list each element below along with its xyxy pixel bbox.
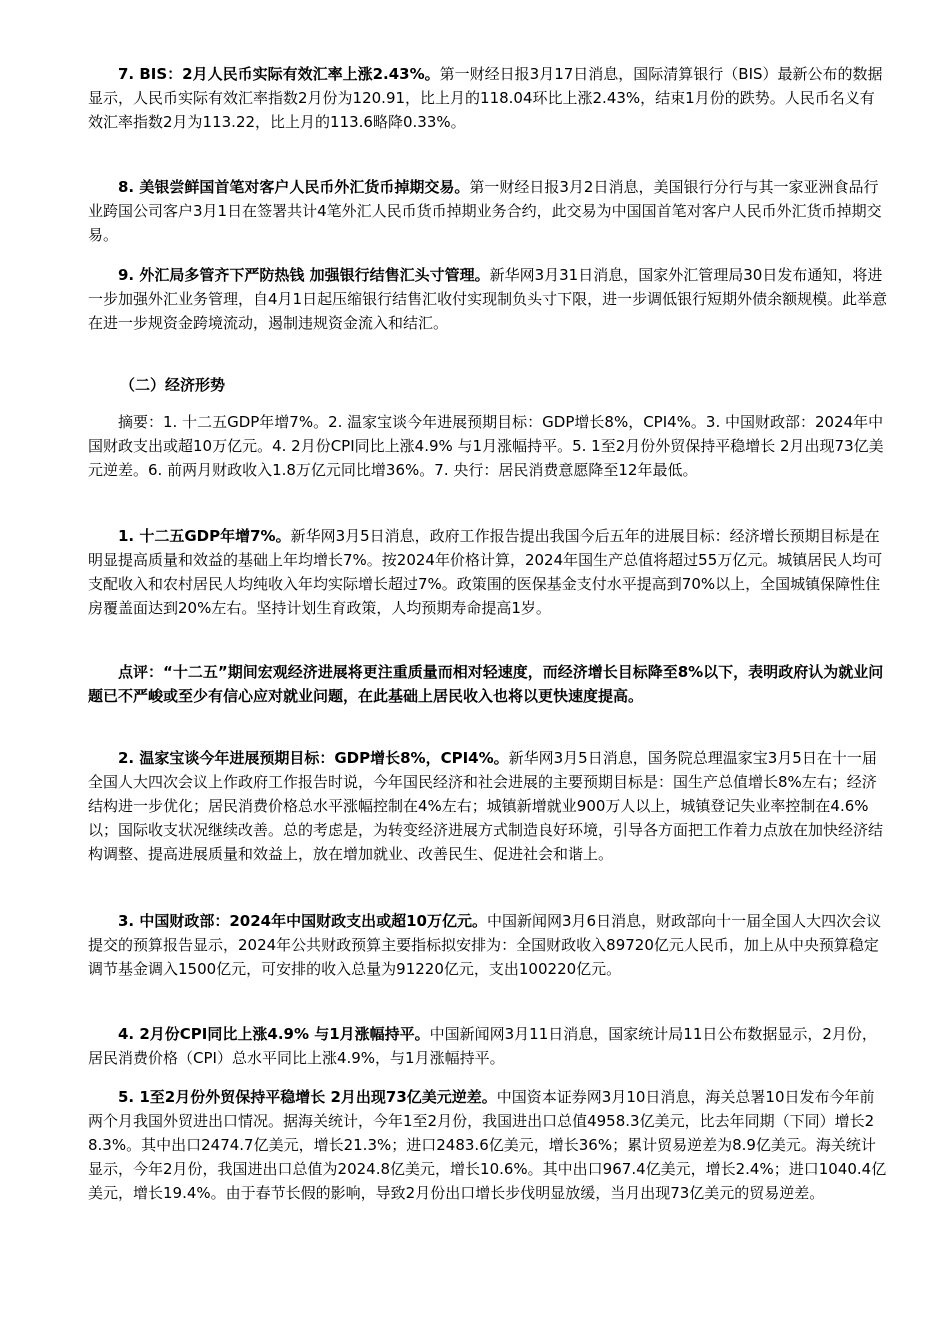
news-item-7-body: 第一财经日报3月17日消息，国际清算银行（BIS）最新公布的数据显示，人民币实际有效汇率指数2月份为120.91，比上月的118.04环比上涨2.43%，结束1月份的跌势。人民币名义有效汇率指数2月为113.22，比上月的113.6略降0.33%。 [88,65,883,131]
section-heading: （二）经济形势 [120,376,226,394]
econ-item-2 [88,746,888,866]
news-item-9-title: 9. 外汇局多管齐下严防热钱 加强银行结售汇头寸管理。 [118,266,490,284]
econ-item-4-title: 4. 2月份CPI同比上涨4.9% 与1月涨幅持平。 [118,1025,430,1043]
econ-item-4-body: 中国新闻网3月11日消息，国家统计局11日公布数据显示，2月份，居民消费价格（CPI）总水平同比上涨4.9%，与1月涨幅持平。 [88,1025,877,1067]
news-item-8-title: 8. 美银尝鲜国首笔对客户人民币外汇货币掉期交易。 [118,178,470,196]
econ-item-2-title: 2. 温家宝谈今年进展预期目标：GDP增长8%，CPI4%。 [118,749,509,767]
news-item-7 [88,62,888,134]
econ-item-5 [88,1085,888,1205]
econ-item-3-body: 中国新闻网3月6日消息，财政部向十一届全国人大四次会议提交的预算报告显示，2024年公共财政预算主要指标拟安排为：全国财政收入89720亿元人民币，加上从中央预算稳定调节基金调入1500亿元，可安排的收入总量为91220亿元，支出100220亿元。 [88,912,882,978]
commentary-paragraph: 点评：“十二五”期间宏观经济进展将更注重质量而相对轻速度，而经济增长目标降至8%以下，表明政府认为就业问题已不严峻或至少有信心应对就业问题，在此基础上居民收入也将以更快速度提高。 [88,663,884,705]
news-item-8 [88,175,888,247]
econ-item-1-title: 1. 十二五GDP年增7%。 [118,527,291,545]
econ-item-1 [88,524,888,620]
news-item-8-body: 第一财经日报3月2日消息，美国银行分行与其一家亚洲食品行业跨国公司客户3月1日在签署共计4笔外汇人民币货币掉期业务合约，此交易为中国国首笔对客户人民币外汇货币掉期交易。 [88,178,882,244]
news-item-7-title: 7. BIS：2月人民币实际有效汇率上涨2.43%。 [118,65,440,83]
econ-item-2-body: 新华网3月5日消息，国务院总理温家宝3月5日在十一届全国人大四次会议上作政府工作报告时说，今年国民经济和社会进展的主要预期目标是：国生产总值增长8%左右；经济结构进一步优化；居民消费价格总水平涨幅控制在4%左右；城镇新增就业900万人以上，城镇登记失业率控制在4.6%以；国际收支状况继续改善。总的考虑是，为转变经济进展方式制造良好环境，引导各方面把工作着力点放在加快经济结构调整、提高进展质量和效益上，放在增加就业、改善民生、促进社会和谐上。 [88,749,884,863]
news-item-9 [88,263,888,335]
econ-item-1-body: 新华网3月5日消息，政府工作报告提出我国今后五年的进展目标：经济增长预期目标是在明显提高质量和效益的基础上年均增长7%。按2024年价格计算，2024年国生产总值将超过55万亿元。城镇居民人均可支配收入和农村居民人均纯收入年均实际增长超过7%。政策围的医保基金支付水平提高到70%以上，全国城镇保障性住房覆盖面达到20%左右。坚持计划生育政策，人均预期寿命提高1岁。 [88,527,883,617]
econ-item-5-title: 5. 1至2月份外贸保持平稳增长 2月出现73亿美元逆差。 [118,1088,497,1106]
news-item-9-body: 新华网3月31日消息，国家外汇管理局30日发布通知，将进一步加强外汇业务管理，自4月1日起压缩银行结售汇收付实现制负头寸下限，进一步调低银行短期外债余额规模。此举意在进一步规资金跨境流动，遏制违规资金流入和结汇。 [88,266,888,332]
econ-item-5-body: 中国资本证券网3月10日消息，海关总署10日发布今年前两个月我国外贸进出口情况。据海关统计，今年1至2月份，我国进出口总值4958.3亿美元，比去年同期（下同）增长28.3%。其中出口2474.7亿美元，增长21.3%；进口2483.6亿美元，增长36%；累计贸易逆差为8.9亿美元。海关统计显示，今年2月份，我国进出口总值为2024.8亿美元，增长10.6%。其中出口967.4亿美元，增长2.4%；进口1040.4亿美元，增长19.4%。由于春节长假的影响，导致2月份出口增长步伐明显放缓，当月出现73亿美元的贸易逆差。 [88,1088,887,1202]
econ-item-3-title: 3. 中国财政部：2024年中国财政支出或超10万亿元。 [118,912,487,930]
econ-item-4 [88,1022,888,1070]
summary-paragraph: 摘要：1. 十二五GDP年增7%。2. 温家宝谈今年进展预期目标：GDP增长8%，CPI4%。3. 中国财政部：2024年中国财政支出或超10万亿元。4. 2月份CPI同比上涨4.9% 与1月涨幅持平。5. 1至2月份外贸保持平稳增长 2月出现73亿美元逆差。6. 前两月财政收入1.8万亿元同比增36%。7. 央行：居民消费意愿降至12年最低。 [88,413,884,479]
econ-item-3 [88,909,888,981]
